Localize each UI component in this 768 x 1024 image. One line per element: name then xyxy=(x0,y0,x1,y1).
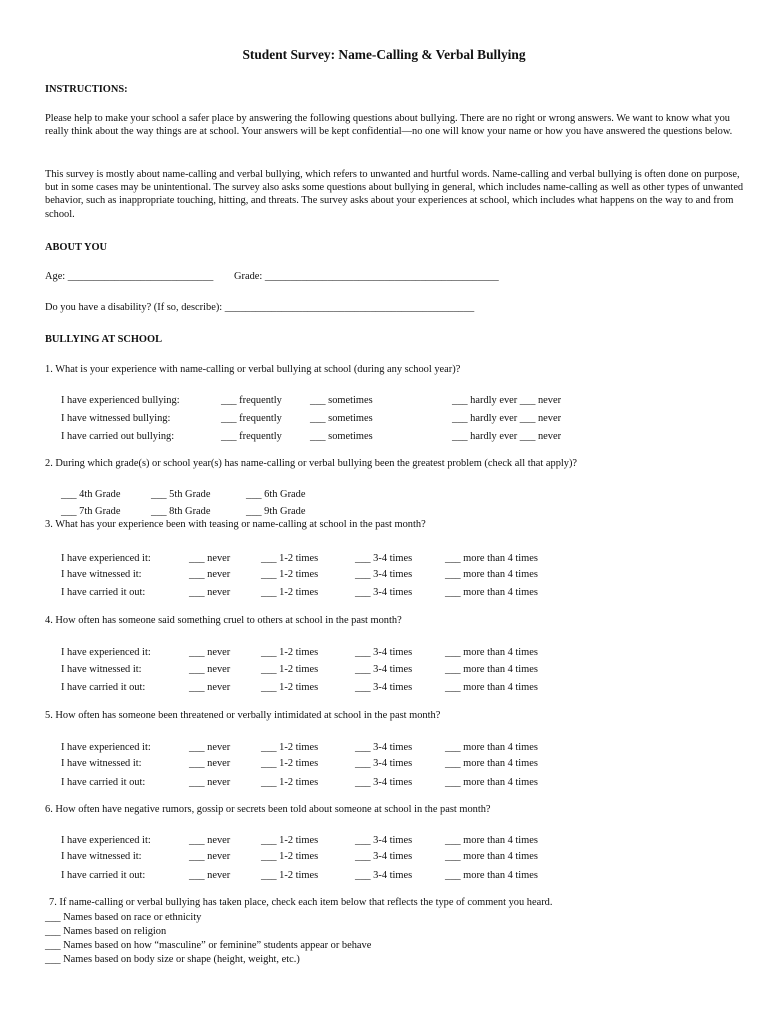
row-label: I have carried it out: xyxy=(61,682,146,693)
option-body-size[interactable]: ___ Names based on body size or shape (height, weight, etc.) xyxy=(45,954,300,965)
option-more-than-4[interactable]: ___ more than 4 times xyxy=(445,664,538,675)
option-5th-grade[interactable]: ___ 5th Grade xyxy=(151,489,211,500)
option-never[interactable]: ___ never xyxy=(189,553,231,564)
grade-field[interactable]: Grade: _____________________________________________ xyxy=(234,271,499,282)
option-more-than-4[interactable]: ___ more than 4 times xyxy=(445,742,538,753)
instructions-paragraph-1: Please help to make your school a safer place by answering the following questions about bullying. There are no right or wrong answers. We want to know what you really think about the way things are at school. Your answers will be kept confidential—no one will know your name or how you have answered the questions below. xyxy=(45,113,733,138)
option-1-2-times[interactable]: ___ 1-2 times xyxy=(261,553,319,564)
option-1-2-times[interactable]: ___ 1-2 times xyxy=(261,870,319,881)
question-6: 6. How often have negative rumors, gossip or secrets been told about someone at school in the past month? xyxy=(45,804,491,815)
option-frequently[interactable]: ___ frequently xyxy=(221,431,282,442)
option-never[interactable]: ___ never xyxy=(189,742,231,753)
option-frequently[interactable]: ___ frequently xyxy=(221,413,282,424)
option-1-2-times[interactable]: ___ 1-2 times xyxy=(261,587,319,598)
question-3: 3. What has your experience been with teasing or name-calling at school in the past month? xyxy=(45,519,426,530)
instructions-heading: INSTRUCTIONS: xyxy=(45,84,128,95)
option-8th-grade[interactable]: ___ 8th Grade xyxy=(151,506,211,517)
option-never[interactable]: ___ never xyxy=(189,777,231,788)
row-label: I have experienced it: xyxy=(61,835,151,846)
row-label: I have carried it out: xyxy=(61,587,146,598)
row-label: I have witnessed it: xyxy=(61,569,142,580)
option-more-than-4[interactable]: ___ more than 4 times xyxy=(445,851,538,862)
option-never[interactable]: ___ never xyxy=(189,870,231,881)
question-7: 7. If name-calling or verbal bullying has taken place, check each item below that reflects the type of comment you heard. xyxy=(49,897,553,908)
row-label: I have experienced it: xyxy=(61,647,151,658)
question-1: 1. What is your experience with name-calling or verbal bullying at school (during any school year)? xyxy=(45,364,461,375)
question-4: 4. How often has someone said something cruel to others at school in the past month? xyxy=(45,615,402,626)
option-7th-grade[interactable]: ___ 7th Grade xyxy=(61,506,121,517)
option-never[interactable]: ___ never xyxy=(189,647,231,658)
option-more-than-4[interactable]: ___ more than 4 times xyxy=(445,870,538,881)
option-more-than-4[interactable]: ___ more than 4 times xyxy=(445,835,538,846)
option-religion[interactable]: ___ Names based on religion xyxy=(45,926,167,937)
option-3-4-times[interactable]: ___ 3-4 times xyxy=(355,758,413,769)
option-never[interactable]: ___ never xyxy=(189,569,231,580)
question-5: 5. How often has someone been threatened or verbally intimidated at school in the past month? xyxy=(45,710,441,721)
row-label: I have experienced bullying: xyxy=(61,395,180,406)
option-masculine-feminine[interactable]: ___ Names based on how “masculine” or feminine” students appear or behave xyxy=(45,940,372,951)
option-1-2-times[interactable]: ___ 1-2 times xyxy=(261,851,319,862)
option-3-4-times[interactable]: ___ 3-4 times xyxy=(355,777,413,788)
option-never[interactable]: ___ never xyxy=(189,851,231,862)
option-1-2-times[interactable]: ___ 1-2 times xyxy=(261,664,319,675)
option-3-4-times[interactable]: ___ 3-4 times xyxy=(355,870,413,881)
option-never[interactable]: ___ never xyxy=(189,587,231,598)
option-1-2-times[interactable]: ___ 1-2 times xyxy=(261,835,319,846)
option-1-2-times[interactable]: ___ 1-2 times xyxy=(261,758,319,769)
disability-field[interactable]: Do you have a disability? (If so, describe): ________________________________________________ xyxy=(45,302,475,313)
row-label: I have witnessed it: xyxy=(61,664,142,675)
option-3-4-times[interactable]: ___ 3-4 times xyxy=(355,569,413,580)
option-more-than-4[interactable]: ___ more than 4 times xyxy=(445,569,538,580)
option-1-2-times[interactable]: ___ 1-2 times xyxy=(261,647,319,658)
row-label: I have witnessed it: xyxy=(61,758,142,769)
option-more-than-4[interactable]: ___ more than 4 times xyxy=(445,647,538,658)
option-3-4-times[interactable]: ___ 3-4 times xyxy=(355,587,413,598)
option-more-than-4[interactable]: ___ more than 4 times xyxy=(445,758,538,769)
instructions-paragraph-2: This survey is mostly about name-calling and verbal bullying, which refers to unwanted and hurtful words. Name-calling and verbal bullying is often done on purpose, but in some cases may be unintentional. The survey also asks some questions about bullying in general, which includes name-calling as well as other types of unwanted behavior, such as inappropriate touching, hitting, and threats. The survey asks about your experiences at school, which includes what happens on the way to and from school. xyxy=(45,169,744,220)
option-3-4-times[interactable]: ___ 3-4 times xyxy=(355,851,413,862)
option-3-4-times[interactable]: ___ 3-4 times xyxy=(355,647,413,658)
option-never[interactable]: ___ never xyxy=(189,758,231,769)
option-hardly-ever-never[interactable]: ___ hardly ever ___ never xyxy=(452,431,562,442)
option-1-2-times[interactable]: ___ 1-2 times xyxy=(261,742,319,753)
option-6th-grade[interactable]: ___ 6th Grade xyxy=(246,489,306,500)
option-sometimes[interactable]: ___ sometimes xyxy=(310,413,373,424)
option-never[interactable]: ___ never xyxy=(189,664,231,675)
row-label: I have witnessed it: xyxy=(61,851,142,862)
option-3-4-times[interactable]: ___ 3-4 times xyxy=(355,664,413,675)
option-hardly-ever-never[interactable]: ___ hardly ever ___ never xyxy=(452,395,562,406)
row-label: I have witnessed bullying: xyxy=(61,413,171,424)
option-3-4-times[interactable]: ___ 3-4 times xyxy=(355,682,413,693)
option-frequently[interactable]: ___ frequently xyxy=(221,395,282,406)
about-you-heading: ABOUT YOU xyxy=(45,242,108,253)
option-never[interactable]: ___ never xyxy=(189,682,231,693)
option-1-2-times[interactable]: ___ 1-2 times xyxy=(261,777,319,788)
option-hardly-ever-never[interactable]: ___ hardly ever ___ never xyxy=(452,413,562,424)
option-race-ethnicity[interactable]: ___ Names based on race or ethnicity xyxy=(45,912,202,923)
option-3-4-times[interactable]: ___ 3-4 times xyxy=(355,835,413,846)
option-more-than-4[interactable]: ___ more than 4 times xyxy=(445,587,538,598)
row-label: I have carried it out: xyxy=(61,777,146,788)
option-1-2-times[interactable]: ___ 1-2 times xyxy=(261,569,319,580)
row-label: I have experienced it: xyxy=(61,742,151,753)
option-more-than-4[interactable]: ___ more than 4 times xyxy=(445,682,538,693)
row-label: I have carried out bullying: xyxy=(61,431,175,442)
option-sometimes[interactable]: ___ sometimes xyxy=(310,395,373,406)
option-9th-grade[interactable]: ___ 9th Grade xyxy=(246,506,306,517)
option-1-2-times[interactable]: ___ 1-2 times xyxy=(261,682,319,693)
age-field[interactable]: Age: ____________________________ xyxy=(45,271,214,282)
option-more-than-4[interactable]: ___ more than 4 times xyxy=(445,777,538,788)
option-sometimes[interactable]: ___ sometimes xyxy=(310,431,373,442)
option-more-than-4[interactable]: ___ more than 4 times xyxy=(445,553,538,564)
option-3-4-times[interactable]: ___ 3-4 times xyxy=(355,553,413,564)
row-label: I have experienced it: xyxy=(61,553,151,564)
bullying-at-school-heading: BULLYING AT SCHOOL xyxy=(45,334,163,345)
option-4th-grade[interactable]: ___ 4th Grade xyxy=(61,489,121,500)
question-2: 2. During which grade(s) or school year(s) has name-calling or verbal bullying been the greatest problem (check all that apply)? xyxy=(45,458,578,469)
page-title: Student Survey: Name-Calling & Verbal Bullying xyxy=(242,47,526,62)
option-3-4-times[interactable]: ___ 3-4 times xyxy=(355,742,413,753)
row-label: I have carried it out: xyxy=(61,870,146,881)
option-never[interactable]: ___ never xyxy=(189,835,231,846)
